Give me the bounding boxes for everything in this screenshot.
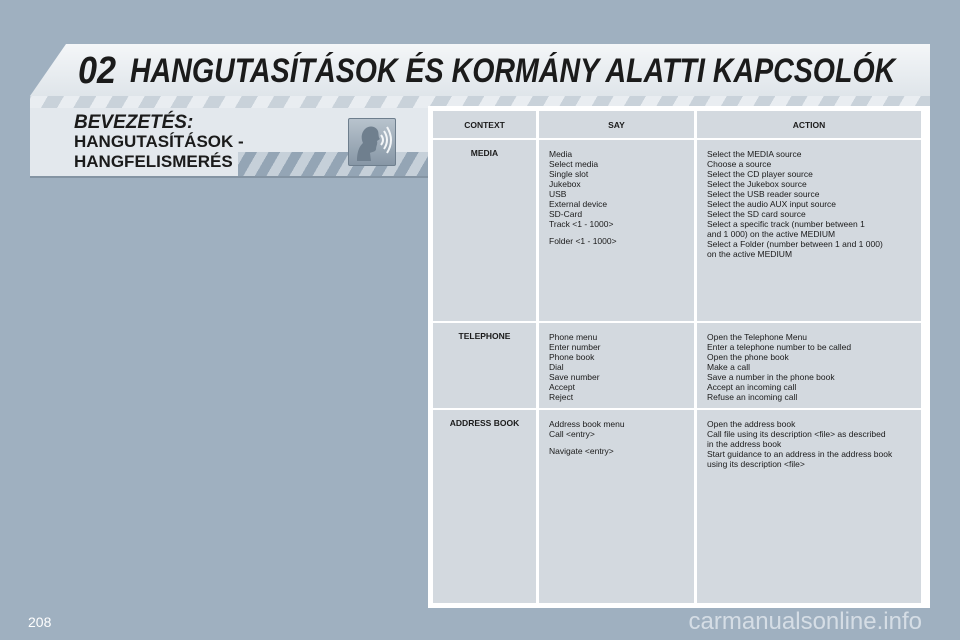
action-line: on the active MEDIUM bbox=[707, 249, 793, 259]
say-line: Track <1 - 1000> bbox=[549, 219, 614, 229]
action-line: Open the phone book bbox=[707, 352, 789, 362]
action-line: Enter a telephone number to be called bbox=[707, 342, 852, 352]
action-line: and 1 000) on the active MEDIUM bbox=[707, 229, 836, 239]
say-line: SD-Card bbox=[549, 209, 583, 219]
context-media: MEDIA bbox=[433, 140, 536, 321]
say-line: Reject bbox=[549, 392, 574, 402]
chapter-number: 02 bbox=[78, 50, 117, 92]
action-line: Select the SD card source bbox=[707, 209, 806, 219]
say-line: Call <entry> bbox=[549, 429, 595, 439]
action-line: Open the Telephone Menu bbox=[707, 332, 808, 342]
page-number: 208 bbox=[28, 614, 52, 630]
say-line: Save number bbox=[549, 372, 600, 382]
action-line: Choose a source bbox=[707, 159, 772, 169]
action-line: Select the CD player source bbox=[707, 169, 813, 179]
page-title: HANGUTASÍTÁSOK ÉS KORMÁNY ALATTI KAPCSOLÓK bbox=[130, 52, 896, 90]
action-line: Make a call bbox=[707, 362, 750, 372]
action-line: Open the address book bbox=[707, 419, 796, 429]
voice-command-table bbox=[428, 106, 930, 608]
say-line: Media bbox=[549, 149, 573, 159]
say-line: USB bbox=[549, 189, 567, 199]
action-line: Select a specific track (number between 1 bbox=[707, 219, 865, 229]
intro-subtitle bbox=[74, 132, 314, 172]
say-address-book bbox=[539, 410, 694, 603]
header-action: ACTION bbox=[697, 111, 921, 138]
action-media bbox=[697, 140, 921, 321]
action-line: in the address book bbox=[707, 439, 782, 449]
voice-recognition-icon bbox=[348, 118, 396, 166]
header-say: SAY bbox=[539, 111, 694, 138]
say-media bbox=[539, 140, 694, 321]
say-line: Select media bbox=[549, 159, 599, 169]
say-telephone bbox=[539, 323, 694, 408]
say-line: Navigate <entry> bbox=[549, 446, 614, 456]
say-gap bbox=[549, 229, 686, 236]
say-line: Phone book bbox=[549, 352, 595, 362]
intro-heading: BEVEZETÉS: bbox=[74, 112, 194, 133]
action-line: Refuse an incoming call bbox=[707, 392, 798, 402]
action-line: Call file using its description <file> as described bbox=[707, 429, 886, 439]
action-address-book bbox=[697, 410, 921, 603]
say-line: Dial bbox=[549, 362, 564, 372]
action-telephone bbox=[697, 323, 921, 408]
action-line: Select a Folder (number between 1 and 1 000) bbox=[707, 239, 883, 249]
action-line: Select the MEDIA source bbox=[707, 149, 802, 159]
say-line: Accept bbox=[549, 382, 575, 392]
action-line: Start guidance to an address in the address book bbox=[707, 449, 893, 459]
action-line: Select the USB reader source bbox=[707, 189, 820, 199]
say-line: External device bbox=[549, 199, 608, 209]
say-line: Address book menu bbox=[549, 419, 625, 429]
action-line: using its description <file> bbox=[707, 459, 805, 469]
action-line: Select the audio AUX input source bbox=[707, 199, 836, 209]
say-line: Phone menu bbox=[549, 332, 598, 342]
say-line: Folder <1 - 1000> bbox=[549, 236, 617, 246]
context-address-book: ADDRESS BOOK bbox=[433, 410, 536, 603]
action-line: Select the Jukebox source bbox=[707, 179, 807, 189]
intro-subtitle-line1: HANGUTASÍTÁSOK - bbox=[74, 132, 244, 151]
say-line: Enter number bbox=[549, 342, 601, 352]
intro-subtitle-line2: HANGFELISMERÉS bbox=[74, 152, 233, 171]
say-line: Jukebox bbox=[549, 179, 581, 189]
action-line: Accept an incoming call bbox=[707, 382, 797, 392]
say-line: Single slot bbox=[549, 169, 589, 179]
action-line: Save a number in the phone book bbox=[707, 372, 835, 382]
context-telephone: TELEPHONE bbox=[433, 323, 536, 408]
watermark: carmanualsonline.info bbox=[688, 608, 922, 635]
header-context: CONTEXT bbox=[433, 111, 536, 138]
say-gap bbox=[549, 439, 686, 446]
